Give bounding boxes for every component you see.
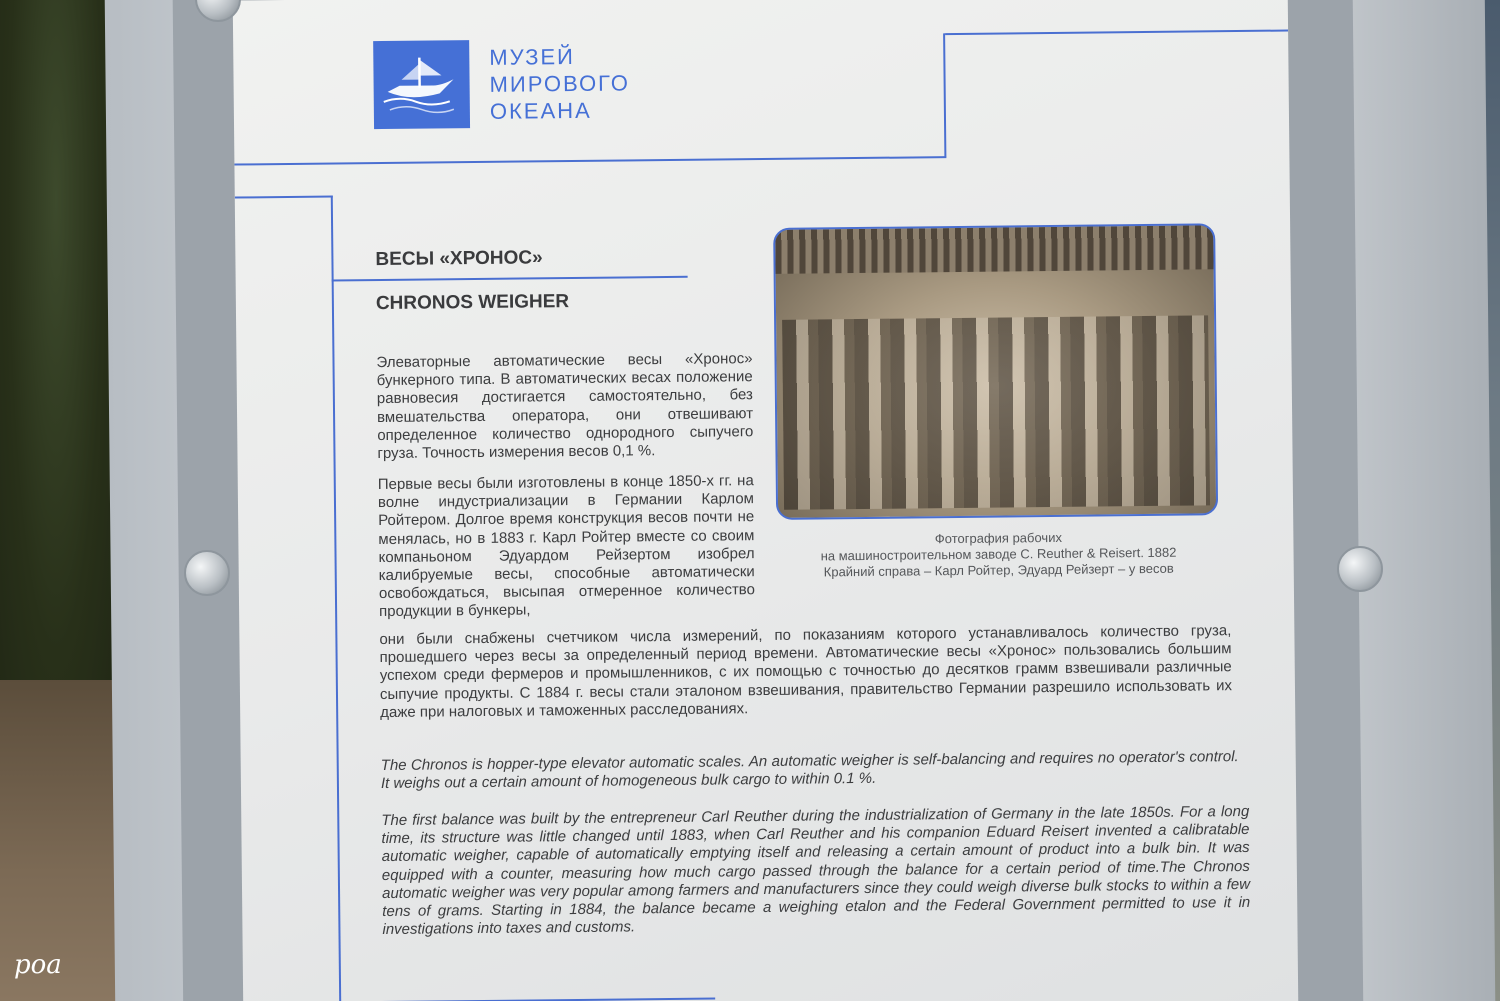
photographer-signature: роа (14, 950, 62, 980)
photo-caption (778, 528, 1218, 581)
info-panel (233, 0, 1299, 1001)
header-line-bottom (234, 156, 946, 165)
ship-icon (379, 49, 464, 120)
bolt-left (184, 550, 230, 596)
header-line-top (945, 30, 1288, 36)
caption-line1: Фотография рабочих (934, 529, 1062, 547)
paragraph-ru-3: они были снабжены счетчиком числа измерений, по показаниям которого устанавливалось количество груза, прошедшего через весы за определенный период времени. Автоматические весы «Хронос» пользовались большим успехом среди фермеров и промышленников, с их помощью с точностью до десятков грамм взвешивали различные сыпучие продукты. С 1884 г. весы стали эталоном взвешивания, правительство Германии разрешило использовать их даже при налоговых и таможенных расследованиях. (379, 622, 1233, 721)
museum-name-line1: МУЗЕЙ (489, 43, 576, 70)
paragraph-ru-1: Элеваторные автоматические весы «Хронос» бункерного типа. В автоматических весах положение равновесия достигается самостоятельно, без вмешательства оператора, они отвешивают определенное количество однородного сыпучего груза. Точность измерения весов 0,1 %. (376, 350, 754, 463)
historic-photo (773, 223, 1218, 520)
title-russian: ВЕСЫ «ХРОНОС» (375, 247, 543, 271)
caption-line2: на машиностроительном заводе C. Reuther & Reisert. 1882 (820, 544, 1177, 564)
museum-name-line2: МИРОВОГО (489, 70, 631, 97)
bolt-right (1337, 546, 1383, 592)
title-underline (332, 276, 688, 282)
museum-name-line3: ОКЕАНА (489, 97, 592, 124)
title-english: CHRONOS WEIGHER (375, 291, 570, 315)
content-line-vertical (331, 196, 342, 1001)
paragraph-en-1: The Chronos is hopper-type elevator automatic scales. An automatic weigher is self-balancing and requires no operator's control. It weighs out a certain amount of homogeneous bulk cargo to within 0.1 %. (380, 748, 1239, 793)
content-line-top (235, 196, 333, 199)
header-line-vertical (943, 33, 946, 157)
museum-name (489, 42, 630, 124)
paragraph-ru-2: Первые весы были изготовлены в конце 1850-х гг. на волне индустриализации в Германии Карлом Ройтером. Долгое время конструкция весов почти не менялась, но в 1883 г. Карл Ройтер вместе со своим компаньоном Эдуардом Рейзертом изобрел калибруемые весы, способные автоматически освобождаться, высыпая отмеренное количество продукции в бункеры, (377, 472, 756, 621)
footer-line (339, 998, 715, 1001)
paragraph-en-2: The first balance was built by the entrepreneur Carl Reuther during the industrialization of Germany in the late 1850s. For a long time, its structure was little changed until 1883, when Carl Reuther and his companion Eduard Reisert invented a calibratable automatic weigher, capable of automatically emptying itself and releasing a certain amount of product into a bulk bin. It was equipped with a counter, measuring how much cargo passed through the balance for a certain period of time.The Chronos automatic weigher was very popular among farmers and manufacturers since they could weigh diverse bulk stocks to within a few tens of grams. Starting in 1884, the balance became a weighing etalon and the Federal Government permitted to use it in investigations into taxes and customs. (381, 802, 1251, 939)
caption-line3: Крайний справа – Карл Ройтер, Эдуард Рейзерт – у весов (823, 560, 1174, 580)
photo-roof (775, 225, 1213, 274)
photo-workers (782, 315, 1210, 509)
museum-logo (373, 40, 470, 129)
